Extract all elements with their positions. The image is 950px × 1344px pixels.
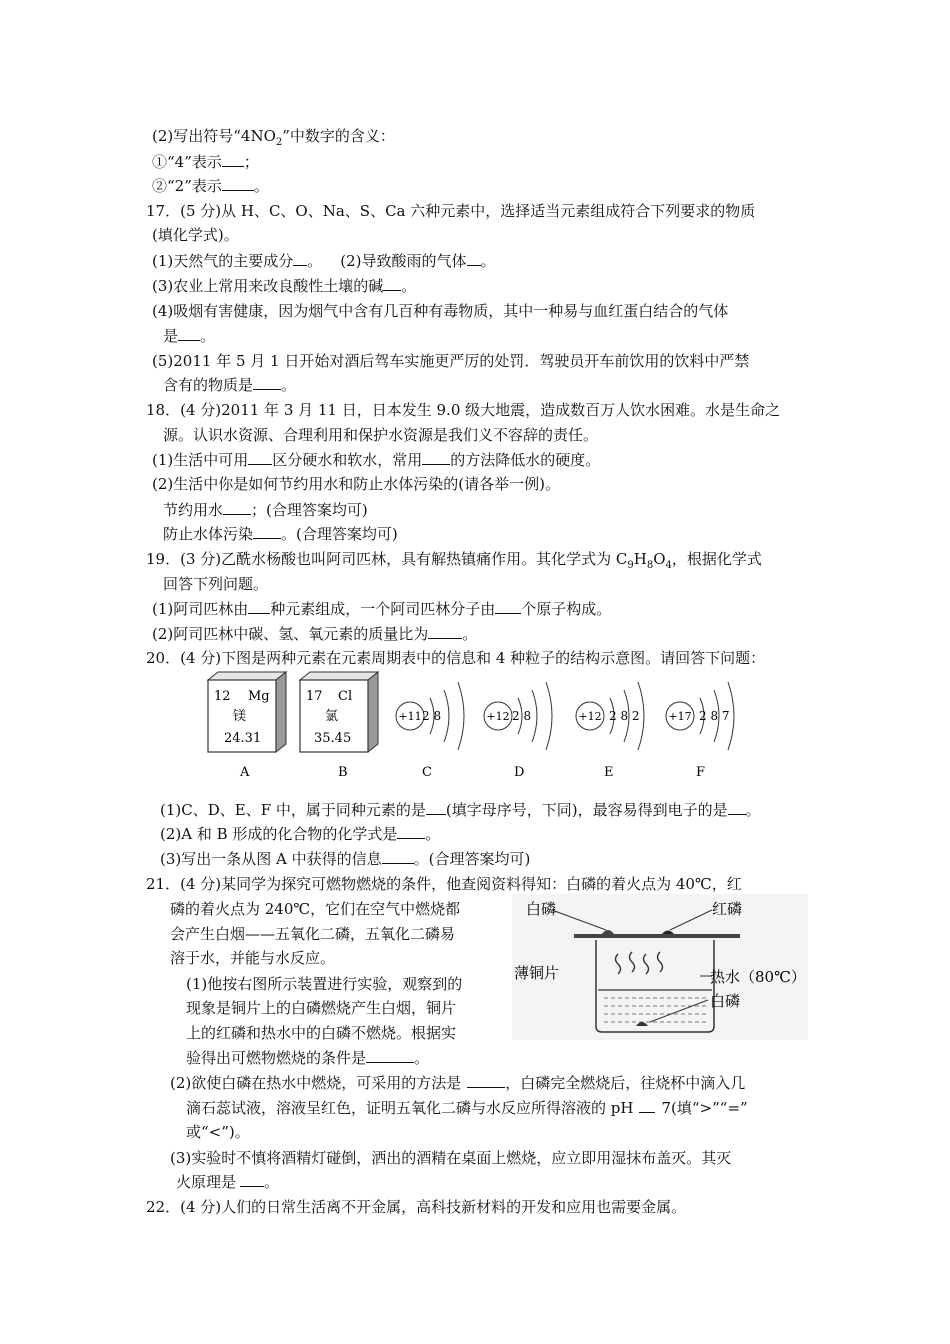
atom-e (576, 682, 644, 780)
q19-stem-1: 19．(3 分)乙酰水杨酸也叫阿司匹林，具有解热镇痛作用。其化学式为 $C_9H_8O_4$，根据化学式 (146, 550, 762, 571)
q18-item-2: (2)生活中你是如何节约用水和防止水体污染的(请各举一例)。 (152, 475, 560, 493)
atom-c-nucleus: +11 (398, 710, 422, 723)
q19-item-2: (2)阿司匹林中碳、氢、氧元素的质量比为 。 (152, 625, 478, 643)
card-b-number: 17 (306, 689, 323, 704)
card-b-symbol: Cl (338, 689, 353, 704)
q17-stem-1: 17．(5 分)从 H、C、O、Na、S、Ca 六种元素中，选择适当元素组成符合下列要求的物质 (146, 202, 756, 220)
answer-blank[interactable] (382, 849, 414, 864)
label-white-phosphorus-top: 白磷 (526, 900, 557, 918)
q21-item-1a: (1)他按右图所示装置进行实验，观察到的 (186, 975, 463, 993)
answer-blank[interactable] (222, 176, 254, 191)
answer-blank[interactable] (467, 251, 481, 266)
answer-blank[interactable] (223, 500, 251, 515)
q16-part2: (2)写出符号“$4NO_2$”中数字的含义： (152, 127, 395, 148)
q17-item-4a: (4)吸烟有害健康，因为烟气中含有几百种有毒物质，其中一种易与血红蛋白结合的气体 (152, 302, 729, 320)
answer-blank[interactable] (248, 450, 272, 465)
q20-item-2: (2)A 和 B 形成的化合物的化学式是 。 (160, 825, 441, 843)
atom-d (484, 682, 552, 780)
answer-blank[interactable] (467, 1073, 505, 1088)
card-a-name: 镁 (233, 709, 247, 724)
q17-item-4b: 是 。 (163, 327, 216, 345)
q21-stem-3: 会产生白烟——五氧化二磷，五氧化二磷易 (170, 925, 456, 943)
q18-prevent-pollution: 防止水体污染 。(合理答案均可) (163, 525, 398, 543)
q21-item-2b: 滴石蕊试液，溶液呈红色，证明五氧化二磷与水反应所得溶液的 pH 7(填“>”“=” (186, 1099, 748, 1117)
card-b-mass: 35.45 (314, 731, 352, 746)
q21-item-2a: (2)欲使白磷在热水中燃烧，可采用的方法是 ，白磷完全燃烧后，往烧杯中滴入几 (170, 1074, 746, 1092)
card-a-symbol: Mg (248, 689, 270, 704)
q20-item-1: (1)C、D、E、F 中，属于同种元素的是 (填字母序号，下同)，最容易得到电子的是 。 (160, 801, 761, 819)
answer-blank[interactable] (428, 624, 462, 639)
q21-item-1d: 验得出可燃物燃烧的条件是 。 (186, 1049, 430, 1067)
answer-blank[interactable] (422, 450, 450, 465)
q20-item-3: (3)写出一条从图 A 中获得的信息 。(合理答案均可) (160, 850, 531, 868)
answer-blank[interactable] (383, 276, 401, 291)
q20-stem: 20．(4 分)下图是两种元素在元素周期表中的信息和 4 种粒子的结构示意图。请回答下问题： (146, 649, 766, 667)
q19-stem-2: 回答下列问题。 (163, 575, 269, 593)
copper-plate (574, 934, 740, 938)
answer-blank[interactable] (426, 800, 446, 815)
q21-stem-4: 溶于水，并能与水反应。 (170, 949, 336, 967)
answer-blank[interactable] (253, 375, 281, 390)
q21-item-3b: 火原理是 。 (176, 1173, 280, 1191)
q16-answer-b: ②“2”表示 。 (152, 177, 269, 195)
card-b-name: 氯 (325, 709, 339, 724)
answer-blank[interactable] (293, 251, 307, 266)
q21-item-2c: 或“<”)。 (186, 1123, 250, 1141)
combustion-apparatus-figure (512, 894, 808, 1040)
q21-item-1b: 现象是铜片上的白磷燃烧产生白烟，铜片 (186, 999, 457, 1017)
label-hot-water: 热水（80℃） (710, 968, 806, 986)
q18-save-water: 节约用水 ；(合理答案均可) (163, 501, 368, 519)
answer-blank[interactable] (253, 524, 281, 539)
periodic-card-a (208, 672, 286, 780)
q17-item-5b: 含有的物质是 。 (163, 376, 297, 394)
card-a-number: 12 (214, 689, 231, 704)
q17-stem-2: (填化学式)。 (152, 226, 239, 244)
label-copper-plate: 薄铜片 (514, 964, 560, 982)
label-white-phosphorus-bottom: 白磷 (710, 992, 741, 1010)
answer-blank[interactable] (495, 599, 521, 614)
label-f: F (696, 765, 706, 780)
answer-blank[interactable] (178, 326, 200, 341)
q21-item-1c: 上的红磷和热水中的白磷不燃烧。根据实 (186, 1024, 457, 1042)
atom-c-electrons: 2 8 (422, 709, 442, 723)
q19-item-1: (1)阿司匹林由 种元素组成，一个阿司匹林分子由 个原子构成。 (152, 600, 612, 618)
q22-stem: 22．(4 分)人们的日常生活离不开金属，高科技新材料的开发和应用也需要金属。 (146, 1198, 687, 1216)
answer-blank[interactable] (248, 599, 270, 614)
q21-item-3a: (3)实验时不慎将酒精灯碰倒，洒出的酒精在桌面上燃烧，应立即用湿抹布盖灭。其灭 (170, 1149, 732, 1167)
element-structure-figure (200, 668, 760, 786)
answer-blank[interactable] (222, 152, 244, 167)
q21-stem-2: 磷的着火点为 240℃，它们在空气中燃烧都 (170, 900, 461, 918)
q17-item-3: (3)农业上常用来改良酸性土壤的碱 。 (152, 277, 417, 295)
card-a-mass: 24.31 (224, 731, 262, 746)
q16-answer-a: ①“4”表示 ； (152, 153, 259, 171)
q21-stem-1: 21．(4 分)某同学为探究可燃物燃烧的条件，他查阅资料得知：白磷的着火点为 40℃，红 (146, 875, 742, 893)
atom-c (396, 682, 464, 780)
q18-stem-1: 18．(4 分)2011 年 3 月 11 日，日本发生 9.0 级大地震，造成数百万人饮水困难。水是生命之 (146, 401, 781, 419)
label-c: C (422, 765, 432, 780)
answer-blank[interactable] (728, 800, 746, 815)
answer-blank[interactable] (639, 1098, 655, 1113)
atom-e-nucleus: +12 (578, 710, 602, 723)
q17-item-5a: (5)2011 年 5 月 1 日开始对酒后驾车实施更严厉的处罚．驾驶员开车前饮用的饮料中严禁 (152, 352, 750, 370)
atom-f (666, 682, 734, 780)
q18-stem-2: 源。认识水资源、合理利用和保护水资源是我们义不容辞的责任。 (163, 426, 599, 444)
label-d: D (514, 765, 525, 780)
q17-items-1-2: (1)天然气的主要成分 。 (2)导致酸雨的气体 。 (152, 252, 496, 270)
label-a: A (240, 765, 250, 780)
atom-d-nucleus: +12 (486, 710, 510, 723)
atom-e-electrons: 2 8 2 (609, 709, 640, 723)
answer-blank[interactable] (366, 1048, 414, 1063)
atom-f-electrons: 2 8 7 (699, 709, 730, 723)
periodic-card-b (300, 672, 378, 780)
answer-blank[interactable] (397, 824, 425, 839)
atom-d-electrons: 2 8 (512, 709, 532, 723)
q18-item-1: (1)生活中可用 区分硬水和软水，常用 的方法降低水的硬度。 (152, 451, 601, 469)
answer-blank[interactable] (240, 1172, 264, 1187)
label-e: E (604, 765, 614, 780)
label-b: B (338, 765, 348, 780)
label-red-phosphorus: 红磷 (712, 900, 743, 918)
atom-f-nucleus: +17 (668, 710, 692, 723)
